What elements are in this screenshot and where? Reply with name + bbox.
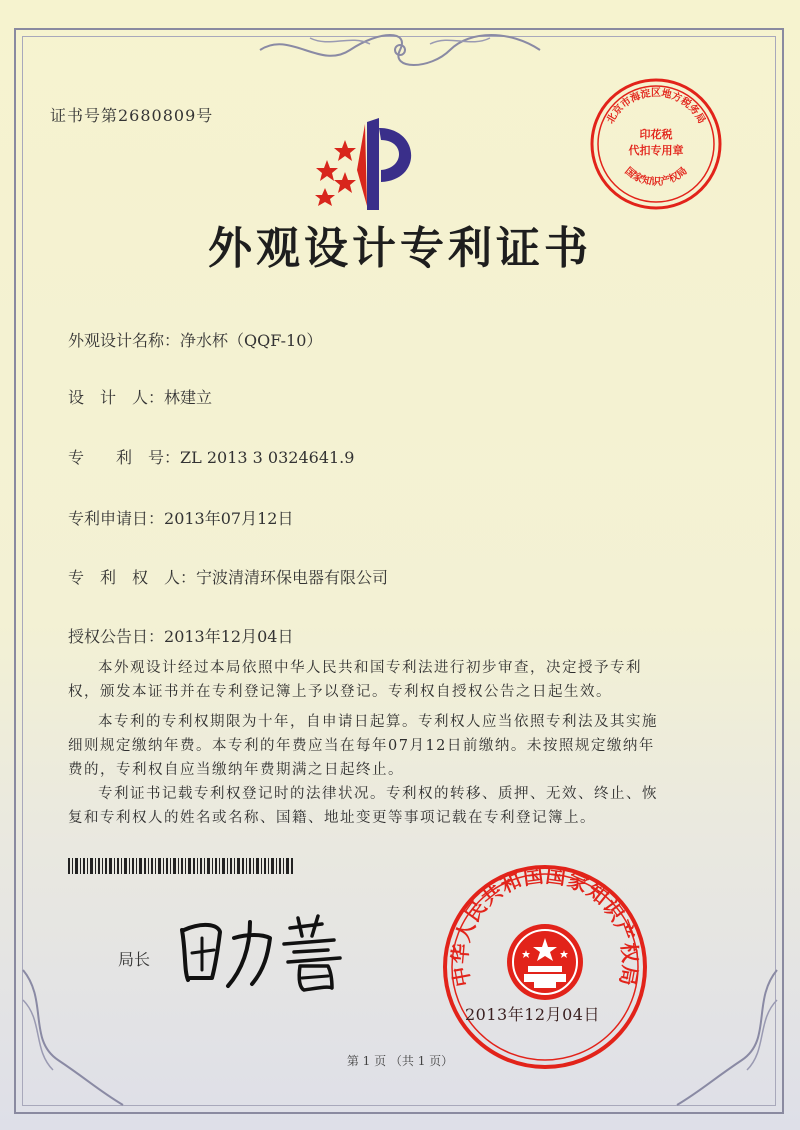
paragraph-grant: 本外观设计经过本局依照中华人民共和国专利法进行初步审查，决定授予专利权，颁发本证书并在专利登记簿上予以登记。专利权自授权公告之日起生效。 bbox=[68, 660, 642, 700]
field-value: 宁波清清环保电器有限公司 bbox=[196, 568, 389, 587]
field-label: 专 利 号： bbox=[68, 448, 181, 467]
bottom-left-ornament-icon bbox=[18, 960, 128, 1110]
tax-seal-line2: 印花税 bbox=[639, 128, 673, 141]
field-label: 外观设计名称： bbox=[68, 331, 181, 350]
seal-date: 2013年12月04日 bbox=[465, 1005, 600, 1024]
page-title: 外观设计专利证书 bbox=[208, 223, 592, 274]
top-ornament-icon bbox=[250, 30, 550, 70]
director-label: 局长 bbox=[118, 950, 151, 969]
field-value: 林建立 bbox=[164, 388, 213, 407]
paragraph-legal-status: 专利证书记载专利权登记时的法律状况。专利权的转移、质押、无效、终止、恢复和专利权人的姓名或名称、国籍、地址变更等事项记载在专利登记簿上。 bbox=[68, 786, 658, 826]
tax-seal-bottom-text: 国家知识产权局 bbox=[622, 165, 690, 188]
official-seal-arc-text: 中华人民共和国国家知识产权局 bbox=[447, 863, 643, 989]
tax-seal-line3: 代扣专用章 bbox=[628, 144, 684, 157]
tax-seal-arc-text: 北京市海淀区地方税务局 bbox=[605, 88, 707, 126]
director-signature bbox=[172, 908, 352, 993]
field-label: 授权公告日： bbox=[68, 627, 165, 646]
paragraph-term: 本专利的专利权期限为十年，自申请日起算。专利权人应当依照专利法及其实施细则规定缴纳年费。本专利的年费应当在每年07月12日前缴纳。未按照规定缴纳年费的，专利权自应当缴纳年费期满之日起终止。 bbox=[68, 714, 658, 778]
field-label: 专利申请日： bbox=[68, 509, 165, 528]
field-patent-number bbox=[68, 445, 354, 468]
field-grant-date bbox=[68, 624, 293, 647]
official-seal bbox=[440, 862, 650, 1072]
field-value: 净水杯（QQF-10） bbox=[180, 331, 323, 350]
field-label: 设 计 人： bbox=[68, 388, 165, 407]
certificate-number: 证书号第2680809号 bbox=[50, 106, 214, 125]
field-designer bbox=[68, 385, 212, 408]
national-emblem-icon bbox=[507, 924, 583, 1000]
barcode-icon bbox=[68, 858, 293, 874]
page-number: 第 1 页 （共 1 页） bbox=[346, 1054, 454, 1068]
field-label: 专 利 权 人： bbox=[68, 568, 197, 587]
patent-office-logo-icon bbox=[305, 110, 435, 220]
svg-text:国家知识产权局 bbox=[622, 164, 689, 188]
field-application-date bbox=[68, 506, 293, 529]
field-design-name bbox=[68, 328, 322, 351]
field-patentee bbox=[68, 565, 388, 588]
bottom-right-ornament-icon bbox=[672, 960, 782, 1110]
field-value: 2013年07月12日 bbox=[164, 509, 294, 528]
field-value: ZL 2013 3 0324641.9 bbox=[180, 448, 355, 467]
field-value: 2013年12月04日 bbox=[164, 627, 294, 646]
tax-stamp-seal bbox=[588, 76, 724, 212]
